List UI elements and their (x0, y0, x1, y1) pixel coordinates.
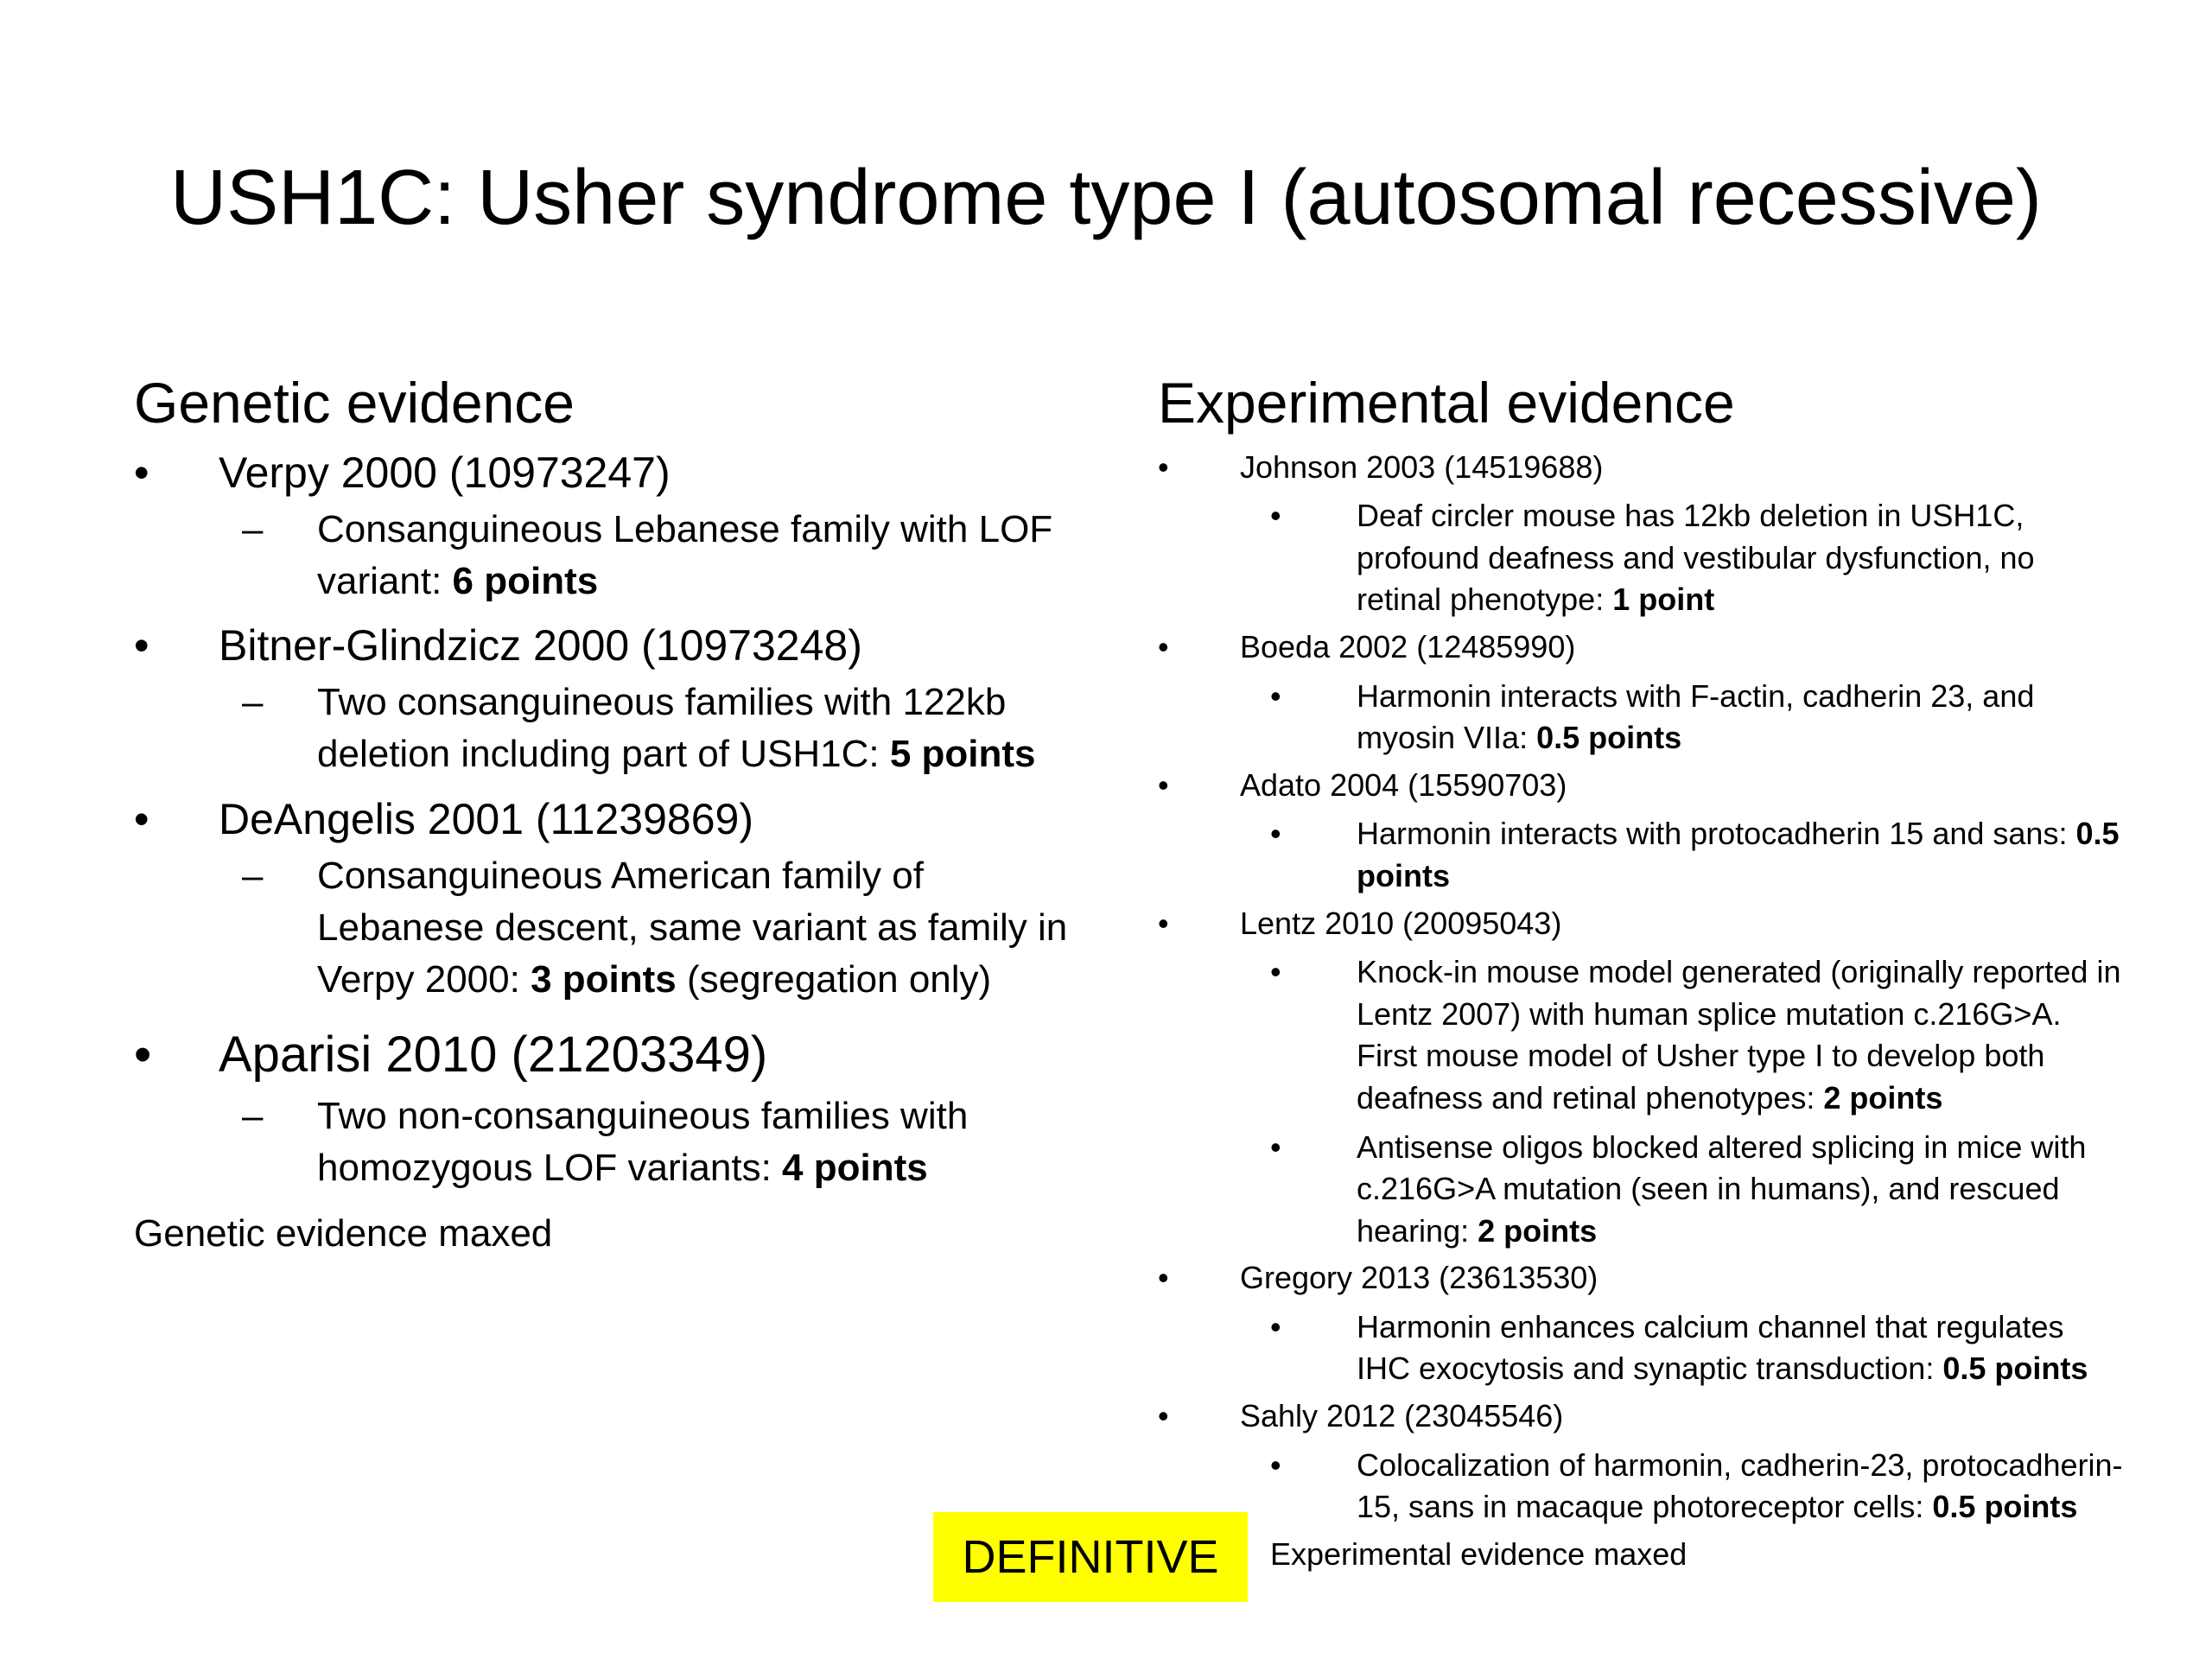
experimental-entry-detail: • Knock-in mouse model generated (originally reported in Lentz 2007) with human splice mutation c.216G>A. First mouse model of Usher type I to develop both deafness and retinal phenotypes: 2 points (1158, 951, 2126, 1119)
dash-icon: – (242, 854, 264, 897)
experimental-entry-detail: • Antisense oligos blocked altered splicing in mice with c.216G>A mutation (seen in humans), and rescued hearing: 2 points (1158, 1127, 2126, 1253)
genetic-entry-detail: – Consanguineous Lebanese family with LOF variant: 6 points (134, 504, 1093, 608)
bullet-icon: • (1270, 816, 1281, 852)
bullet-icon: • (1270, 1446, 1281, 1483)
bullet-icon: • (1158, 766, 1169, 803)
points-label: 2 points (1823, 1079, 1943, 1116)
experimental-entry-detail: • Harmonin interacts with F-actin, cadherin 23, and myosin VIIa: 0.5 points (1158, 676, 2126, 760)
bullet-icon: • (1158, 905, 1169, 941)
genetic-entry-ref: • Bitner-Glindzicz 2000 (10973248) (134, 621, 862, 671)
experimental-evidence-heading: Experimental evidence (1158, 371, 1735, 435)
genetic-entry-ref: • DeAngelis 2001 (11239869) (134, 794, 753, 843)
slide-title: USH1C: Usher syndrome type I (autosomal recessive) (170, 155, 2042, 241)
experimental-entry-detail: • Harmonin interacts with protocadherin 15 and sans: 0.5 points (1158, 813, 2126, 897)
bullet-icon: • (134, 448, 149, 497)
bullet-icon: • (1270, 677, 1281, 714)
bullet-icon: • (1158, 628, 1169, 664)
experimental-entry-ref: • Lentz 2010 (20095043) (1158, 903, 2126, 945)
experimental-entry-ref: • Boeda 2002 (12485990) (1158, 626, 2126, 669)
genetic-evidence-footer: Genetic evidence maxed (134, 1211, 553, 1255)
bullet-icon: • (1270, 954, 1281, 990)
genetic-entry-detail: – Two consanguineous families with 122kb deletion including part of USH1C: 5 points (134, 677, 1093, 781)
points-label: 0.5 points (1357, 816, 2120, 893)
genetic-entry-ref: • Verpy 2000 (10973247) (134, 448, 671, 497)
dash-icon: – (242, 1095, 264, 1138)
dash-icon: – (242, 507, 264, 550)
points-label: 0.5 points (1942, 1351, 2088, 1387)
points-label: 3 points (531, 958, 677, 1001)
dash-icon: – (242, 681, 264, 724)
points-label: 6 points (452, 559, 599, 602)
bullet-icon: • (1158, 1260, 1169, 1296)
genetic-evidence-heading: Genetic evidence (134, 371, 575, 435)
bullet-icon: • (1158, 1398, 1169, 1434)
experimental-entry-detail: • Deaf circler mouse has 12kb deletion in USH1C, profound deafness and vestibular dysfunction, no retinal phenotype: 1 point (1158, 495, 2126, 621)
experimental-entry-detail: • Harmonin enhances calcium channel that regulates IHC exocytosis and synaptic transduction: 0.5 points (1158, 1306, 2126, 1390)
experimental-entry-ref: • Gregory 2013 (23613530) (1158, 1257, 2126, 1300)
points-label: 5 points (889, 733, 1036, 776)
genetic-entry-ref: • Aparisi 2010 (21203349) (134, 1025, 1093, 1085)
bullet-icon: • (1270, 498, 1281, 534)
experimental-entry-ref: • Adato 2004 (15590703) (1158, 765, 2126, 807)
bullet-icon: • (134, 794, 149, 843)
points-label: 0.5 points (1932, 1489, 2078, 1525)
experimental-entry-ref: • Johnson 2003 (14519688) (1158, 447, 2126, 489)
points-label: 1 point (1612, 582, 1715, 618)
classification-badge: DEFINITIVE (933, 1512, 1248, 1602)
experimental-evidence-footer: Experimental evidence maxed (1270, 1535, 1688, 1572)
bullet-icon: • (1158, 448, 1169, 485)
genetic-entry-detail: – Consanguineous American family of Lebanese descent, same variant as family in Verpy 2000: 3 points (segregation only) (134, 850, 1093, 1007)
points-label: 2 points (1478, 1212, 1598, 1249)
points-label: 0.5 points (1536, 720, 1682, 756)
points-label: 4 points (782, 1147, 928, 1190)
genetic-evidence-column (134, 372, 1093, 1258)
experimental-entry-ref: • Sahly 2012 (23045546) (1158, 1395, 2126, 1438)
experimental-entry-detail: • Colocalization of harmonin, cadherin-23, protocadherin-15, sans in macaque photoreceptor cells: 0.5 points (1158, 1445, 2126, 1529)
bullet-icon: • (1270, 1128, 1281, 1165)
bullet-icon: • (1270, 1308, 1281, 1344)
genetic-entry-detail: – Two non-consanguineous families with homozygous LOF variants: 4 points (134, 1090, 1093, 1195)
experimental-evidence-column (1158, 372, 2126, 1575)
bullet-icon: • (134, 1027, 152, 1084)
bullet-icon: • (134, 621, 149, 671)
